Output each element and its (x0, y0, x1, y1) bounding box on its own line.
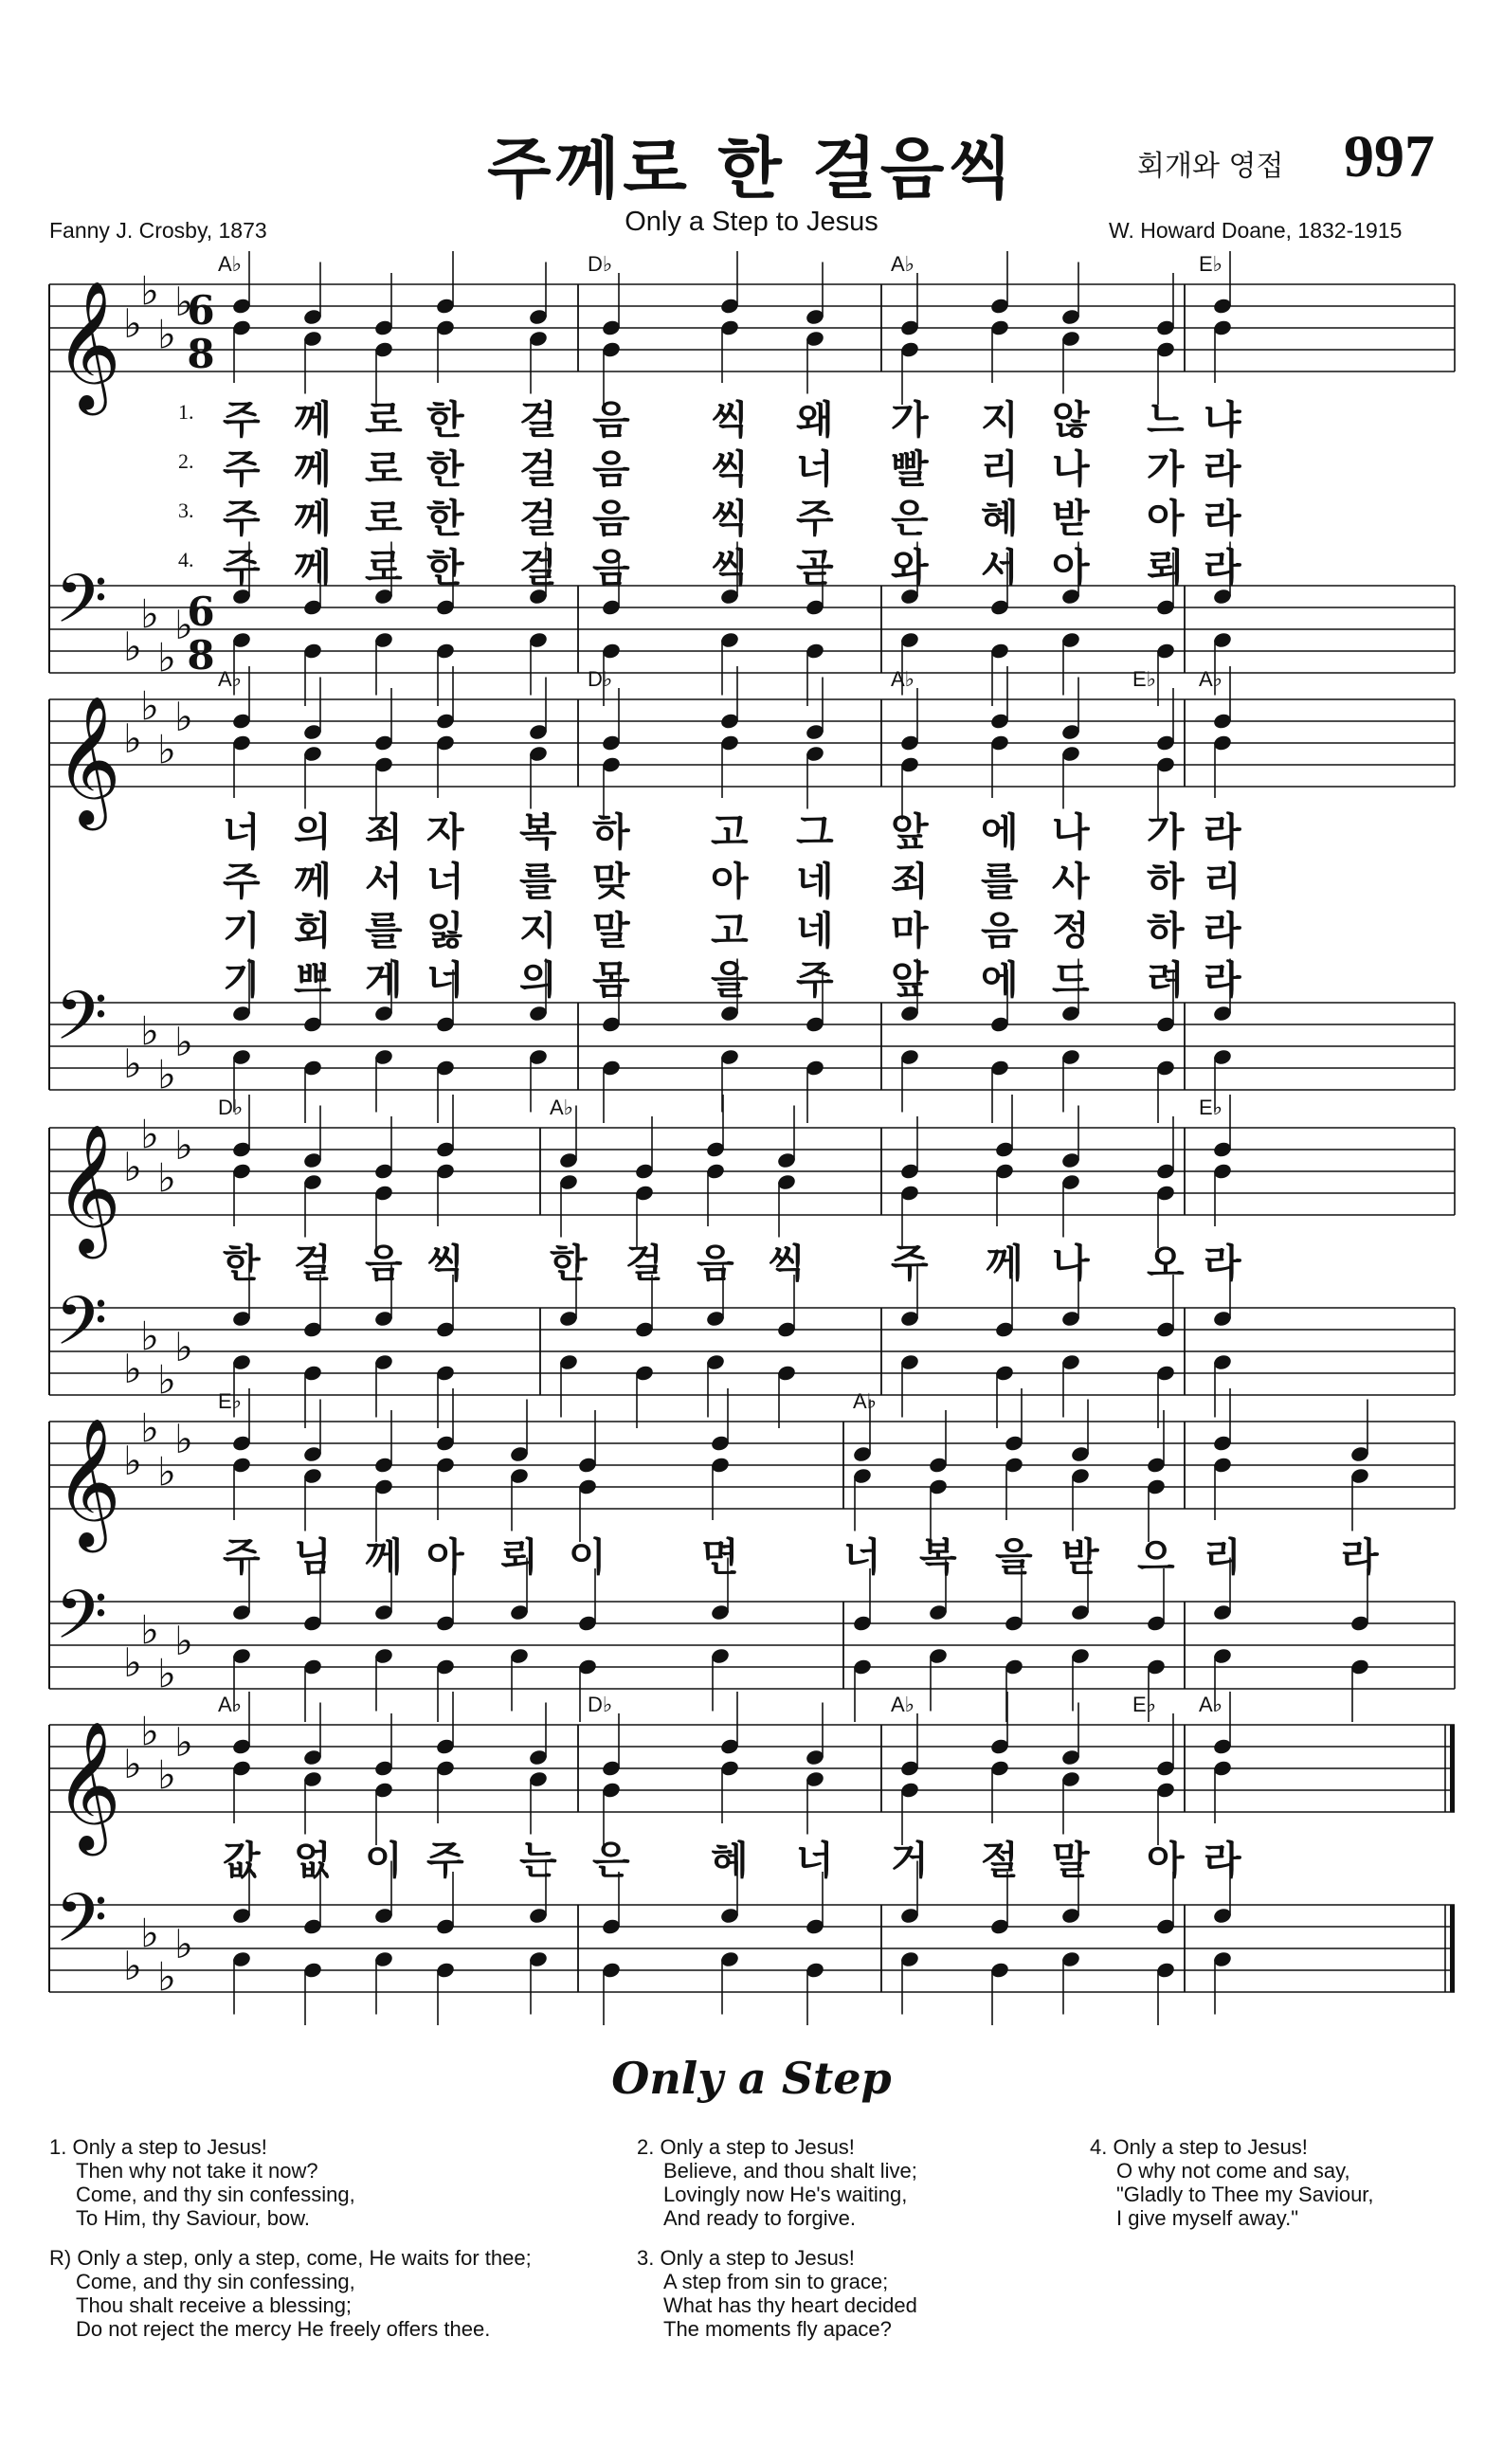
stanza-1 (49, 2135, 355, 2230)
hymn-category: 회개와 영접 (1137, 150, 1284, 183)
lyric-syllable: 한 (426, 496, 464, 541)
treble-clef-icon: 𝄞 (55, 279, 121, 409)
lyric-syllable: 라 (1204, 809, 1241, 855)
lyric-syllable: 음 (592, 397, 630, 443)
lyric-syllable: 라 (1204, 1241, 1241, 1286)
flat-icon: ♭ (157, 1051, 176, 1098)
lyric-syllable: 한 (426, 545, 464, 590)
lyric-syllable: 말 (1052, 1838, 1090, 1883)
lyric-syllable: 로 (365, 446, 403, 492)
lyric-syllable: 너 (843, 1534, 881, 1580)
flat-icon: ♭ (157, 311, 176, 358)
lyric-syllable: 왜 (796, 397, 834, 443)
lyric-syllable: 주 (223, 446, 261, 492)
chord-symbol: D♭ (588, 252, 613, 276)
final-barline-thick (1450, 1905, 1455, 1992)
lyric-syllable: 앞 (891, 809, 929, 855)
lyric-syllable: 음 (365, 1241, 403, 1286)
lyric-syllable: 걸 (519, 446, 557, 492)
flat-icon: ♭ (174, 1324, 193, 1370)
lyric-syllable: 가 (1147, 446, 1185, 492)
lyric-syllable: 한 (223, 1241, 261, 1286)
hymn-title: 주께로 한 걸음씩 (486, 130, 1017, 208)
flat-icon: ♭ (174, 1719, 193, 1766)
lyric-syllable: 께 (365, 1534, 403, 1580)
flat-icon: ♭ (123, 1041, 142, 1087)
stanza-line: R) Only a step, only a step, come, He waits for thee; (49, 2246, 532, 2270)
lyric-syllable: 없 (294, 1838, 332, 1883)
lyric-syllable: 아 (426, 1534, 464, 1580)
lyric-syllable: 로 (365, 545, 403, 590)
lyric-syllable: 음 (592, 545, 630, 590)
stanza-line: 3. Only a step to Jesus! (637, 2246, 855, 2270)
lyric-syllable: 씩 (711, 397, 749, 443)
lyric-syllable: 맞 (592, 859, 630, 904)
lyric-syllable: 몸 (592, 957, 630, 1003)
flat-icon: ♭ (174, 1122, 193, 1169)
lyric-syllable: 라 (1204, 496, 1241, 541)
flat-icon: ♭ (157, 1650, 176, 1697)
lyric-syllable: 값 (223, 1838, 261, 1883)
lyric-syllable: 고 (711, 809, 749, 855)
lyric-syllable: 주 (223, 1534, 261, 1580)
lyric-syllable: 네 (796, 859, 834, 904)
lyric-syllable: 하 (1147, 908, 1185, 953)
flat-icon: ♭ (140, 590, 159, 638)
flat-icon: ♭ (140, 267, 159, 315)
lyric-syllable: 주 (223, 859, 261, 904)
lyric-syllable: 음 (697, 1241, 734, 1286)
chord-symbol: A♭ (218, 252, 243, 276)
chord-symbol: E♭ (1132, 1693, 1157, 1716)
lyric-syllable: 주 (796, 496, 834, 541)
lyric-syllable: 너 (426, 957, 464, 1003)
lyric-syllable: 음 (592, 496, 630, 541)
english-title: Only a Step (611, 2053, 892, 2104)
chord-symbol: A♭ (891, 667, 915, 691)
lyric-syllable: 라 (1204, 1838, 1241, 1883)
lyric-syllable: 를 (981, 859, 1019, 904)
lyric-syllable: 게 (365, 957, 403, 1003)
lyric-syllable: 이 (365, 1838, 403, 1883)
lyric-syllable: 의 (519, 957, 557, 1003)
flat-icon: ♭ (140, 1708, 159, 1755)
stanza-line: Come, and thy sin confessing, (76, 2183, 355, 2206)
chord-symbol: A♭ (550, 1096, 574, 1119)
author-credit: Fanny J. Crosby, 1873 (49, 218, 267, 243)
lyric-syllable: 걸 (625, 1241, 663, 1286)
chord-symbol: A♭ (891, 252, 915, 276)
lyric-syllable: 기 (223, 957, 261, 1003)
lyric-syllable: 씩 (711, 446, 749, 492)
chord-symbol: A♭ (218, 1693, 243, 1716)
lyric-syllable: 께 (294, 545, 332, 590)
flat-icon: ♭ (140, 682, 159, 730)
lyric-syllable: 을 (995, 1534, 1033, 1580)
flat-icon: ♭ (140, 1007, 159, 1055)
lyric-syllable: 로 (365, 496, 403, 541)
lyric-syllable: 혜 (981, 496, 1019, 541)
lyric-syllable: 뢰 (1147, 545, 1185, 590)
lyric-syllable: 지 (981, 397, 1019, 443)
lyric-syllable: 느 (1147, 397, 1185, 443)
stanza-3 (637, 2246, 917, 2341)
lyric-syllable: 지 (519, 908, 557, 953)
flat-icon: ♭ (123, 1640, 142, 1686)
lyric-syllable: 절 (981, 1838, 1019, 1883)
bass-clef-icon: 𝄢 (55, 977, 108, 1072)
lyric-syllable: 정 (1052, 908, 1090, 953)
flat-icon: ♭ (123, 1741, 142, 1787)
treble-clef-icon: 𝄞 (55, 1122, 121, 1253)
stanza-line: I give myself away." (1116, 2206, 1299, 2230)
lyric-syllable: 뢰 (500, 1534, 538, 1580)
flat-icon: ♭ (140, 1404, 159, 1452)
chord-symbol: D♭ (588, 667, 613, 691)
lyric-syllable: 자 (426, 809, 464, 855)
lyric-syllable: 음 (981, 908, 1019, 953)
time-signature-numerator: 6 (187, 287, 215, 334)
lyric-syllable: 회 (294, 908, 332, 953)
flat-icon: ♭ (174, 602, 193, 648)
flat-icon: ♭ (157, 1356, 176, 1404)
lyric-syllable: 않 (1052, 397, 1090, 443)
lyric-syllable: 께 (294, 446, 332, 492)
stanza-line: A step from sin to grace; (663, 2270, 889, 2293)
lyric-syllable: 라 (1204, 545, 1241, 590)
verse-number: 1. (178, 400, 194, 424)
lyric-syllable: 받 (1052, 496, 1090, 541)
lyric-syllable: 냐 (1204, 397, 1241, 443)
lyric-syllable: 라 (1204, 908, 1241, 953)
flat-icon: ♭ (123, 1438, 142, 1484)
lyric-syllable: 쁘 (294, 957, 332, 1003)
treble-clef-icon: 𝄞 (55, 694, 121, 824)
lyric-syllable: 주 (891, 1241, 929, 1286)
chord-symbol: A♭ (1199, 1693, 1223, 1716)
lyric-syllable: 너 (796, 446, 834, 492)
flat-icon: ♭ (123, 1144, 142, 1190)
lyric-syllable: 너 (796, 1838, 834, 1883)
lyric-syllable: 주 (796, 957, 834, 1003)
lyric-syllable: 리 (1204, 859, 1241, 904)
lyric-syllable: 주 (223, 545, 261, 590)
lyric-syllable: 고 (711, 908, 749, 953)
lyric-syllable: 은 (891, 496, 929, 541)
lyric-syllable: 나 (1052, 809, 1090, 855)
chord-symbol: E♭ (1199, 252, 1223, 276)
verse-number: 2. (178, 449, 194, 473)
lyric-syllable: 가 (891, 397, 929, 443)
lyric-syllable: 너 (426, 859, 464, 904)
flat-icon: ♭ (123, 1346, 142, 1392)
chord-symbol: A♭ (218, 667, 243, 691)
final-barline-thick (1450, 1725, 1455, 1812)
flat-icon: ♭ (174, 1416, 193, 1462)
lyric-syllable: 라 (1204, 446, 1241, 492)
stanza-line: The moments fly apace? (663, 2317, 892, 2341)
lyric-syllable: 혜 (711, 1838, 749, 1883)
lyric-syllable: 씩 (426, 1241, 464, 1286)
flat-icon: ♭ (140, 1606, 159, 1654)
lyric-syllable: 께 (294, 496, 332, 541)
lyric-syllable: 라 (1341, 1534, 1379, 1580)
lyric-syllable: 거 (891, 1838, 929, 1883)
flat-icon: ♭ (140, 1111, 159, 1158)
stanza-line: What has thy heart decided (663, 2293, 917, 2317)
lyric-syllable: 주 (426, 1838, 464, 1883)
stanza-line: And ready to forgive. (663, 2206, 857, 2230)
lyric-syllable: 리 (1204, 1534, 1241, 1580)
lyric-syllable: 에 (981, 957, 1019, 1003)
time-signature-numerator: 6 (187, 589, 215, 635)
lyric-syllable: 리 (981, 446, 1019, 492)
stanza-refrain (49, 2246, 532, 2341)
flat-icon: ♭ (140, 1313, 159, 1360)
stanza-line: 1. Only a step to Jesus! (49, 2135, 267, 2159)
lyric-syllable: 께 (294, 397, 332, 443)
lyric-syllable: 주 (223, 496, 261, 541)
lyric-syllable: 를 (365, 908, 403, 953)
lyric-syllable: 가 (1147, 809, 1185, 855)
flat-icon: ♭ (174, 279, 193, 325)
lyric-syllable: 한 (426, 446, 464, 492)
chord-symbol: D♭ (218, 1096, 244, 1119)
lyric-syllable: 앞 (891, 957, 929, 1003)
stanza-line: To Him, thy Saviour, bow. (76, 2206, 310, 2230)
stanza-line: 4. Only a step to Jesus! (1090, 2135, 1308, 2159)
flat-icon: ♭ (140, 1910, 159, 1957)
lyric-syllable: 으 (1137, 1534, 1175, 1580)
verse-number: 4. (178, 548, 194, 571)
lyric-syllable: 서 (365, 859, 403, 904)
time-signature-denominator: 8 (187, 331, 215, 377)
lyric-syllable: 잃 (426, 908, 464, 953)
lyric-syllable: 복 (519, 809, 557, 855)
hymn-subtitle: Only a Step to Jesus (625, 207, 878, 237)
flat-icon: ♭ (123, 624, 142, 670)
stanza-line: 2. Only a step to Jesus! (637, 2135, 855, 2159)
lyric-syllable: 오 (1147, 1241, 1185, 1286)
lyric-syllable: 너 (223, 809, 261, 855)
lyric-syllable: 사 (1052, 859, 1090, 904)
treble-clef-icon: 𝄞 (55, 1416, 121, 1547)
lyric-syllable: 걸 (294, 1241, 332, 1286)
treble-clef-icon: 𝄞 (55, 1719, 121, 1850)
chord-symbol: A♭ (891, 1693, 915, 1716)
flat-icon: ♭ (157, 1751, 176, 1799)
time-signature-denominator: 8 (187, 632, 215, 679)
lyric-syllable: 님 (294, 1534, 332, 1580)
lyric-syllable: 서 (981, 545, 1019, 590)
stanza-4 (1090, 2135, 1374, 2230)
lyric-syllable: 한 (550, 1241, 588, 1286)
bass-clef-icon: 𝄢 (55, 1576, 108, 1671)
stanza-line: "Gladly to Thee my Saviour, (1116, 2183, 1374, 2206)
lyric-syllable: 하 (1147, 859, 1185, 904)
chord-symbol: E♭ (1199, 1096, 1223, 1119)
stanza-line: Believe, and thou shalt live; (663, 2159, 917, 2183)
bass-clef-icon: 𝄢 (55, 560, 108, 655)
stanza-line: O why not come and say, (1116, 2159, 1350, 2183)
lyric-syllable: 걸 (519, 496, 557, 541)
flat-icon: ♭ (157, 1154, 176, 1202)
lyric-syllable: 말 (592, 908, 630, 953)
lyric-syllable: 걸 (519, 545, 557, 590)
stanza-line: Do not reject the mercy He freely offers thee. (76, 2317, 491, 2341)
lyric-syllable: 에 (981, 809, 1019, 855)
lyric-syllable: 주 (223, 397, 261, 443)
lyric-syllable: 를 (519, 859, 557, 904)
lyric-syllable: 곧 (796, 545, 834, 590)
composer-credit: W. Howard Doane, 1832-1915 (1109, 218, 1403, 243)
lyric-syllable: 이 (569, 1534, 607, 1580)
stanza-line: Come, and thy sin confessing, (76, 2270, 355, 2293)
hymn-number: 997 (1344, 122, 1435, 190)
flat-icon: ♭ (174, 1019, 193, 1065)
bass-clef-icon: 𝄢 (55, 1879, 108, 1974)
lyric-syllable: 한 (426, 397, 464, 443)
lyric-syllable: 빨 (891, 446, 929, 492)
lyric-syllable: 드 (1052, 957, 1090, 1003)
lyric-syllable: 죄 (891, 859, 929, 904)
lyric-syllable: 로 (365, 397, 403, 443)
bass-clef-icon: 𝄢 (55, 1282, 108, 1377)
lyric-syllable: 기 (223, 908, 261, 953)
lyric-syllable: 려 (1147, 957, 1185, 1003)
flat-icon: ♭ (123, 300, 142, 347)
lyric-syllable: 네 (796, 908, 834, 953)
lyric-syllable: 그 (796, 809, 834, 855)
lyric-syllable: 아 (1147, 496, 1185, 541)
lyric-syllable: 나 (1052, 1241, 1090, 1286)
lyric-syllable: 받 (1061, 1534, 1099, 1580)
lyric-syllable: 와 (891, 545, 929, 590)
flat-icon: ♭ (123, 716, 142, 762)
stanza-line: Then why not take it now? (76, 2159, 318, 2183)
flat-icon: ♭ (157, 1448, 176, 1495)
flat-icon: ♭ (123, 1943, 142, 1989)
chord-symbol: A♭ (853, 1389, 878, 1413)
lyric-syllable: 마 (891, 908, 929, 953)
lyric-syllable: 아 (1147, 1838, 1185, 1883)
lyric-syllable: 씩 (768, 1241, 806, 1286)
lyric-syllable: 죄 (365, 809, 403, 855)
lyric-syllable: 하 (592, 809, 630, 855)
chord-symbol: E♭ (1132, 667, 1157, 691)
stanza-2 (637, 2135, 917, 2230)
stanza-line: Thou shalt receive a blessing; (76, 2293, 353, 2317)
lyric-syllable: 복 (919, 1534, 957, 1580)
lyric-syllable: 면 (701, 1534, 739, 1580)
lyric-syllable: 아 (711, 859, 749, 904)
lyric-syllable: 께 (986, 1241, 1023, 1286)
flat-icon: ♭ (174, 694, 193, 740)
lyric-syllable: 을 (711, 957, 749, 1003)
chord-symbol: D♭ (588, 1693, 613, 1716)
flat-icon: ♭ (157, 634, 176, 681)
flat-icon: ♭ (174, 1618, 193, 1664)
lyric-syllable: 은 (592, 1838, 630, 1883)
lyric-syllable: 나 (1052, 446, 1090, 492)
verse-number: 3. (178, 498, 194, 522)
chord-symbol: A♭ (1199, 667, 1223, 691)
stanza-line: Lovingly now He's waiting, (663, 2183, 908, 2206)
chord-symbol: E♭ (218, 1389, 243, 1413)
flat-icon: ♭ (157, 1953, 176, 2001)
lyric-syllable: 아 (1052, 545, 1090, 590)
lyric-syllable: 께 (294, 859, 332, 904)
lyric-syllable: 걸 (519, 397, 557, 443)
lyric-syllable: 씩 (711, 496, 749, 541)
lyric-syllable: 라 (1204, 957, 1241, 1003)
lyric-syllable: 씩 (711, 545, 749, 590)
flat-icon: ♭ (174, 1921, 193, 1967)
flat-icon: ♭ (157, 726, 176, 773)
lyric-syllable: 는 (519, 1838, 557, 1883)
lyric-syllable: 음 (592, 446, 630, 492)
lyric-syllable: 의 (294, 809, 332, 855)
